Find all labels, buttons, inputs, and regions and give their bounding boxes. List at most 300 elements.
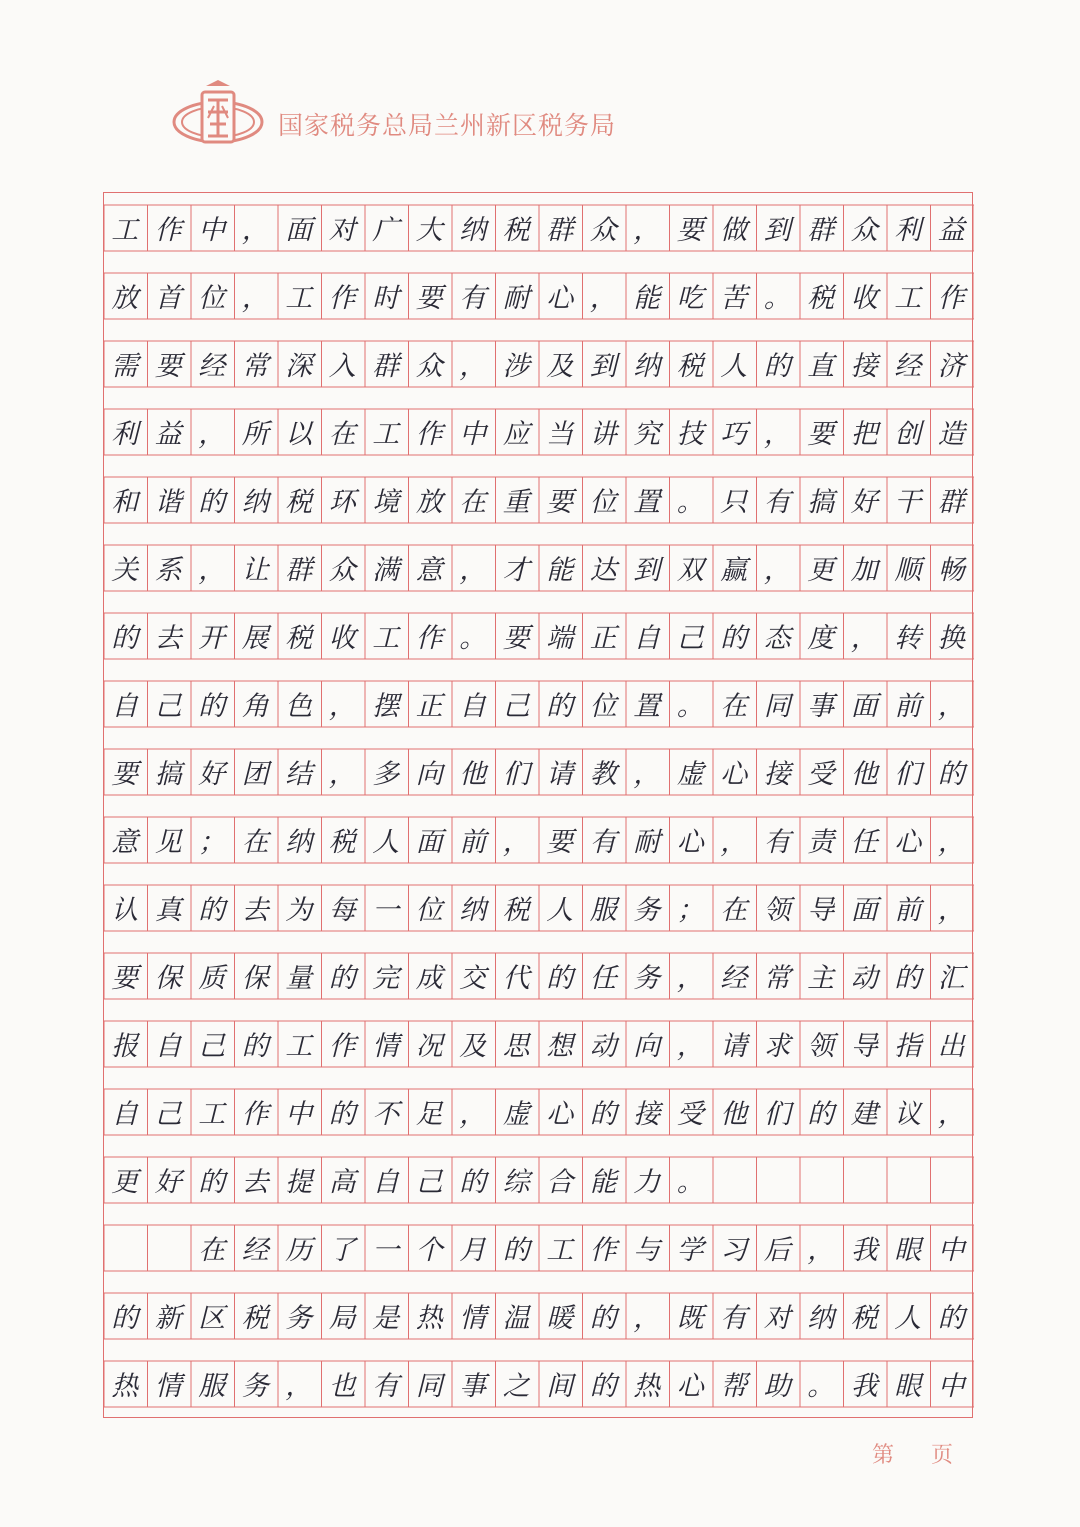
- manuscript-char: 要: [807, 418, 835, 450]
- manuscript-char: 位: [198, 282, 226, 314]
- manuscript-char: 与: [633, 1234, 661, 1266]
- manuscript-char: 在: [720, 690, 748, 722]
- manuscript-char: 税: [676, 350, 704, 382]
- manuscript-char: ，: [676, 962, 704, 994]
- manuscript-char: ，: [850, 622, 878, 654]
- manuscript-char: 到: [589, 350, 617, 382]
- manuscript-char: 他: [850, 758, 878, 790]
- manuscript-char: 工: [285, 1030, 313, 1062]
- manuscript-char: 习: [720, 1234, 748, 1266]
- manuscript-char: ，: [633, 214, 661, 246]
- manuscript-line: [103, 952, 973, 998]
- manuscript-char: 作: [415, 418, 443, 450]
- manuscript-char: 的: [720, 622, 748, 654]
- manuscript-char: 放: [415, 486, 443, 518]
- manuscript-line: [103, 1020, 973, 1066]
- manuscript-char: 税: [850, 1302, 878, 1334]
- manuscript-char: 正: [415, 690, 443, 722]
- manuscript-char: 向: [415, 758, 443, 790]
- manuscript-char: 成: [415, 962, 443, 994]
- manuscript-char: 足: [415, 1098, 443, 1130]
- manuscript-char: 真: [154, 894, 182, 926]
- manuscript-char: 虚: [676, 758, 704, 790]
- manuscript-char: 只: [720, 486, 748, 518]
- manuscript-char: 的: [198, 690, 226, 722]
- manuscript-char: 广: [372, 214, 400, 246]
- manuscript-char: 自: [154, 1030, 182, 1062]
- manuscript-char: 事: [807, 690, 835, 722]
- manuscript-char: 结: [285, 758, 313, 790]
- manuscript-char: 大: [415, 214, 443, 246]
- manuscript-char: 责: [807, 826, 835, 858]
- manuscript-char: 的: [459, 1166, 487, 1198]
- manuscript-char: 历: [285, 1234, 313, 1266]
- manuscript-char: 心: [676, 1370, 704, 1402]
- manuscript-char: 位: [415, 894, 443, 926]
- manuscript-char: 到: [633, 554, 661, 586]
- manuscript-char: 代: [502, 962, 530, 994]
- manuscript-char: 好: [850, 486, 878, 518]
- manuscript-char: 苦: [720, 282, 748, 314]
- manuscript-char: 赢: [720, 554, 748, 586]
- org-name: 国家税务总局兰州新区税务局: [278, 111, 617, 140]
- manuscript-char: 的: [111, 622, 139, 654]
- manuscript-char: 关: [111, 554, 139, 586]
- tax-bureau-emblem-icon: [170, 78, 266, 158]
- manuscript-char: 究: [633, 418, 661, 450]
- manuscript-char: 有: [459, 282, 487, 314]
- manuscript-char: 人: [372, 826, 400, 858]
- manuscript-char: 更: [807, 554, 835, 586]
- manuscript-char: 情: [154, 1370, 182, 1402]
- manuscript-char: 放: [111, 282, 139, 314]
- manuscript-line: [103, 612, 973, 658]
- manuscript-char: 置: [633, 486, 661, 518]
- manuscript-char: 力: [633, 1166, 661, 1198]
- manuscript-char: 众: [589, 214, 617, 246]
- manuscript-line: [103, 544, 973, 590]
- manuscript-char: 纳: [285, 826, 313, 858]
- manuscript-char: 应: [502, 418, 530, 450]
- manuscript-char: 税: [328, 826, 356, 858]
- manuscript-char: 能: [633, 282, 661, 314]
- manuscript-char: 搞: [154, 758, 182, 790]
- manuscript-line: [103, 680, 973, 726]
- manuscript-char: 面: [415, 826, 443, 858]
- manuscript-char: 才: [502, 554, 530, 586]
- manuscript-char: 作: [328, 1030, 356, 1062]
- manuscript-char: 任: [589, 962, 617, 994]
- manuscript-char: 新: [154, 1302, 182, 1334]
- manuscript-char: 税: [285, 486, 313, 518]
- manuscript-char: 要: [111, 962, 139, 994]
- manuscript-char: 事: [459, 1370, 487, 1402]
- manuscript-char: 能: [589, 1166, 617, 1198]
- manuscript-char: 有: [763, 826, 791, 858]
- manuscript-char: 好: [154, 1166, 182, 1198]
- manuscript-char: 端: [546, 622, 574, 654]
- manuscript-char: 经: [198, 350, 226, 382]
- manuscript-char: 服: [198, 1370, 226, 1402]
- manuscript-line: [103, 476, 973, 522]
- manuscript-char: 同: [763, 690, 791, 722]
- manuscript-char: 心: [546, 1098, 574, 1130]
- manuscript-char: 务: [633, 894, 661, 926]
- manuscript-char: 请: [720, 1030, 748, 1062]
- manuscript-char: 深: [285, 350, 313, 382]
- manuscript-char: 众: [328, 554, 356, 586]
- manuscript-char: 谐: [154, 486, 182, 518]
- manuscript-char: 双: [676, 554, 704, 586]
- manuscript-line: [103, 340, 973, 386]
- manuscript-char: 去: [241, 1166, 269, 1198]
- manuscript-char: 见: [154, 826, 182, 858]
- manuscript-char: 作: [328, 282, 356, 314]
- manuscript-char: 面: [850, 894, 878, 926]
- manuscript-char: ，: [459, 1098, 487, 1130]
- manuscript-char: 汇: [937, 962, 965, 994]
- manuscript-char: ，: [937, 826, 965, 858]
- manuscript-char: 他: [720, 1098, 748, 1130]
- manuscript-char: 。: [459, 622, 487, 654]
- manuscript-char: 温: [502, 1302, 530, 1334]
- manuscript-char: 眼: [894, 1234, 922, 1266]
- manuscript-char: 接: [850, 350, 878, 382]
- manuscript-char: 造: [937, 418, 965, 450]
- manuscript-char: 纳: [459, 894, 487, 926]
- manuscript-char: 意: [415, 554, 443, 586]
- manuscript-char: [103, 1224, 147, 1270]
- manuscript-char: 要: [502, 622, 530, 654]
- manuscript-char: 受: [807, 758, 835, 790]
- manuscript-char: 暖: [546, 1302, 574, 1334]
- manuscript-char: 前: [894, 690, 922, 722]
- manuscript-char: 做: [720, 214, 748, 246]
- manuscript-char: 税: [241, 1302, 269, 1334]
- manuscript-char: 到: [763, 214, 791, 246]
- manuscript-char: 工: [894, 282, 922, 314]
- manuscript-char: 区: [198, 1302, 226, 1334]
- manuscript-char: 济: [937, 350, 965, 382]
- manuscript-char: 己: [415, 1166, 443, 1198]
- manuscript-char: 群: [937, 486, 965, 518]
- manuscript-char: ，: [720, 826, 748, 858]
- page-number-label: 第 页: [872, 1443, 953, 1468]
- manuscript-char: 角: [241, 690, 269, 722]
- manuscript-char: 接: [763, 758, 791, 790]
- manuscript-line: [103, 884, 973, 930]
- manuscript-char: 位: [589, 690, 617, 722]
- manuscript-char: 作: [154, 214, 182, 246]
- manuscript-char: 提: [285, 1166, 313, 1198]
- manuscript-char: 务: [285, 1302, 313, 1334]
- manuscript-char: 主: [807, 962, 835, 994]
- manuscript-char: 群: [807, 214, 835, 246]
- manuscript-char: 是: [372, 1302, 400, 1334]
- manuscript-char: 自: [111, 1098, 139, 1130]
- manuscript-char: 色: [285, 690, 313, 722]
- manuscript-char: 自: [111, 690, 139, 722]
- manuscript-char: 讲: [589, 418, 617, 450]
- manuscript-char: 中: [198, 214, 226, 246]
- manuscript-char: 态: [763, 622, 791, 654]
- manuscript-char: 纳: [459, 214, 487, 246]
- manuscript-char: 人: [720, 350, 748, 382]
- manuscript-char: 意: [111, 826, 139, 858]
- manuscript-char: ，: [198, 554, 226, 586]
- manuscript-char: 量: [285, 962, 313, 994]
- manuscript-char: 创: [894, 418, 922, 450]
- manuscript-char: 开: [198, 622, 226, 654]
- manuscript-char: 中: [459, 418, 487, 450]
- manuscript-char: 面: [285, 214, 313, 246]
- manuscript-char: 利: [894, 214, 922, 246]
- manuscript-char: 中: [285, 1098, 313, 1130]
- manuscript-char: 心: [546, 282, 574, 314]
- manuscript-char: 以: [285, 418, 313, 450]
- manuscript-char: 在: [459, 486, 487, 518]
- manuscript-char: 工: [285, 282, 313, 314]
- manuscript-char: 同: [415, 1370, 443, 1402]
- manuscript-char: 达: [589, 554, 617, 586]
- manuscript-char: 入: [328, 350, 356, 382]
- manuscript-char: 热: [415, 1302, 443, 1334]
- manuscript-char: 前: [894, 894, 922, 926]
- manuscript-char: 心: [720, 758, 748, 790]
- manuscript-char: 人: [546, 894, 574, 926]
- manuscript-char: 对: [763, 1302, 791, 1334]
- manuscript-char: 时: [372, 282, 400, 314]
- manuscript-char: 建: [850, 1098, 878, 1130]
- manuscript-char: 一: [372, 894, 400, 926]
- manuscript-char: 能: [546, 554, 574, 586]
- manuscript-char: 涉: [502, 350, 530, 382]
- manuscript-char: 对: [328, 214, 356, 246]
- manuscript-char: ；: [676, 894, 704, 926]
- manuscript-line: [103, 1088, 973, 1134]
- letterhead: [170, 78, 730, 158]
- manuscript-char: 每: [328, 894, 356, 926]
- manuscript-char: 合: [546, 1166, 574, 1198]
- manuscript-char: ，: [328, 758, 356, 790]
- manuscript-char: 务: [241, 1370, 269, 1402]
- manuscript-char: 之: [502, 1370, 530, 1402]
- manuscript-char: 摆: [372, 690, 400, 722]
- manuscript-char: 收: [850, 282, 878, 314]
- manuscript-char: 利: [111, 418, 139, 450]
- manuscript-line: [103, 1292, 973, 1338]
- manuscript-char: ，: [459, 554, 487, 586]
- manuscript-char: 转: [894, 622, 922, 654]
- manuscript-line: [103, 272, 973, 318]
- manuscript-char: 的: [502, 1234, 530, 1266]
- manuscript-char: ，: [328, 690, 356, 722]
- manuscript-char: 报: [111, 1030, 139, 1062]
- manuscript-char: 的: [111, 1302, 139, 1334]
- manuscript-char: 吃: [676, 282, 704, 314]
- manuscript-char: 间: [546, 1370, 574, 1402]
- manuscript-char: 技: [676, 418, 704, 450]
- manuscript-char: 要: [546, 486, 574, 518]
- manuscript-char: 动: [589, 1030, 617, 1062]
- manuscript-char: 。: [807, 1370, 835, 1402]
- manuscript-char: 向: [633, 1030, 661, 1062]
- manuscript-char: 保: [241, 962, 269, 994]
- manuscript-char: 系: [154, 554, 182, 586]
- manuscript-char: ，: [589, 282, 617, 314]
- manuscript-char: [147, 1224, 191, 1270]
- manuscript-line: [103, 816, 973, 862]
- manuscript-char: 既: [676, 1302, 704, 1334]
- manuscript-char: 在: [198, 1234, 226, 1266]
- manuscript-char: 耐: [633, 826, 661, 858]
- manuscript-char: ，: [285, 1370, 313, 1402]
- manuscript-char: 面: [850, 690, 878, 722]
- manuscript-char: 常: [241, 350, 269, 382]
- manuscript-char: 不: [372, 1098, 400, 1130]
- manuscript-char: 们: [763, 1098, 791, 1130]
- manuscript-char: 情: [459, 1302, 487, 1334]
- manuscript-char: 。: [676, 690, 704, 722]
- manuscript-char: ，: [937, 690, 965, 722]
- manuscript-char: 巧: [720, 418, 748, 450]
- manuscript-char: 要: [111, 758, 139, 790]
- manuscript-char: 思: [502, 1030, 530, 1062]
- manuscript-char: 换: [937, 622, 965, 654]
- manuscript-char: 他: [459, 758, 487, 790]
- manuscript-char: 工: [111, 214, 139, 246]
- manuscript-char: 的: [894, 962, 922, 994]
- manuscript-char: 完: [372, 962, 400, 994]
- manuscript-char: ，: [937, 894, 965, 926]
- manuscript-char: 在: [328, 418, 356, 450]
- manuscript-char: 需: [111, 350, 139, 382]
- manuscript-char: 工: [372, 418, 400, 450]
- manuscript-char: 的: [546, 690, 574, 722]
- manuscript-char: 的: [546, 962, 574, 994]
- manuscript-char: 况: [415, 1030, 443, 1062]
- manuscript-char: ，: [241, 282, 269, 314]
- manuscript-char: 搞: [807, 486, 835, 518]
- manuscript-char: 任: [850, 826, 878, 858]
- manuscript-char: 常: [763, 962, 791, 994]
- manuscript-char: 己: [198, 1030, 226, 1062]
- manuscript-char: 的: [589, 1302, 617, 1334]
- manuscript-char: 们: [502, 758, 530, 790]
- manuscript-char: 税: [502, 894, 530, 926]
- manuscript-char: 纳: [633, 350, 661, 382]
- manuscript-char: 交: [459, 962, 487, 994]
- manuscript-char: 领: [763, 894, 791, 926]
- manuscript-char: 的: [807, 1098, 835, 1130]
- manuscript-char: 人: [894, 1302, 922, 1334]
- manuscript-char: 当: [546, 418, 574, 450]
- manuscript-char: 。: [763, 282, 791, 314]
- manuscript-char: 虚: [502, 1098, 530, 1130]
- manuscript-line: [103, 1156, 973, 1202]
- manuscript-char: 要: [154, 350, 182, 382]
- manuscript-line: [103, 408, 973, 454]
- manuscript-char: 的: [241, 1030, 269, 1062]
- manuscript-char: 热: [633, 1370, 661, 1402]
- manuscript-char: 及: [459, 1030, 487, 1062]
- manuscript-char: 经: [720, 962, 748, 994]
- manuscript-char: 重: [502, 486, 530, 518]
- manuscript-char: 去: [241, 894, 269, 926]
- manuscript-char: 的: [198, 894, 226, 926]
- manuscript-char: 质: [198, 962, 226, 994]
- manuscript-char: 众: [850, 214, 878, 246]
- manuscript-char: 置: [633, 690, 661, 722]
- manuscript-char: 。: [676, 1166, 704, 1198]
- manuscript-char: 眼: [894, 1370, 922, 1402]
- manuscript-char: 中: [937, 1370, 965, 1402]
- manuscript-char: 好: [198, 758, 226, 790]
- manuscript-char: 己: [676, 622, 704, 654]
- manuscript-char: 帮: [720, 1370, 748, 1402]
- manuscript-char: 要: [676, 214, 704, 246]
- manuscript-char: 把: [850, 418, 878, 450]
- manuscript-char: 心: [676, 826, 704, 858]
- manuscript-char: 作: [937, 282, 965, 314]
- manuscript-char: 认: [111, 894, 139, 926]
- manuscript-char: 前: [459, 826, 487, 858]
- manuscript-char: 务: [633, 962, 661, 994]
- manuscript-char: 环: [328, 486, 356, 518]
- manuscript-char: 。: [676, 486, 704, 518]
- manuscript-char: 高: [328, 1166, 356, 1198]
- manuscript-char: 的: [763, 350, 791, 382]
- manuscript-char: 自: [372, 1166, 400, 1198]
- manuscript-char: 益: [154, 418, 182, 450]
- manuscript-char: 作: [589, 1234, 617, 1266]
- manuscript-char: 服: [589, 894, 617, 926]
- manuscript-char: 税: [807, 282, 835, 314]
- manuscript-char: ，: [502, 826, 530, 858]
- manuscript-char: 益: [937, 214, 965, 246]
- manuscript-char: 展: [241, 622, 269, 654]
- manuscript-char: 工: [372, 622, 400, 654]
- manuscript-char: ，: [807, 1234, 835, 1266]
- manuscript-char: 群: [372, 350, 400, 382]
- manuscript-char: 中: [937, 1234, 965, 1266]
- manuscript-char: 税: [502, 214, 530, 246]
- manuscript-char: 有: [720, 1302, 748, 1334]
- manuscript-char: 更: [111, 1166, 139, 1198]
- manuscript-char: 的: [328, 962, 356, 994]
- manuscript-char: 指: [894, 1030, 922, 1062]
- manuscript-char: 的: [937, 758, 965, 790]
- manuscript-char: 了: [328, 1234, 356, 1266]
- manuscript-char: 求: [763, 1030, 791, 1062]
- manuscript-char: ，: [937, 1098, 965, 1130]
- manuscript-char: 顺: [894, 554, 922, 586]
- manuscript-char: 在: [241, 826, 269, 858]
- manuscript-char: 纳: [241, 486, 269, 518]
- manuscript-char: 在: [720, 894, 748, 926]
- manuscript-char: 众: [415, 350, 443, 382]
- manuscript-char: ；: [198, 826, 226, 858]
- manuscript-char: 首: [154, 282, 182, 314]
- manuscript-char: 税: [285, 622, 313, 654]
- manuscript-char: 综: [502, 1166, 530, 1198]
- manuscript-char: 动: [850, 962, 878, 994]
- manuscript-char: 一: [372, 1234, 400, 1266]
- manuscript-char: 个: [415, 1234, 443, 1266]
- manuscript-char: 经: [894, 350, 922, 382]
- manuscript-char: 有: [372, 1370, 400, 1402]
- manuscript-char: ，: [198, 418, 226, 450]
